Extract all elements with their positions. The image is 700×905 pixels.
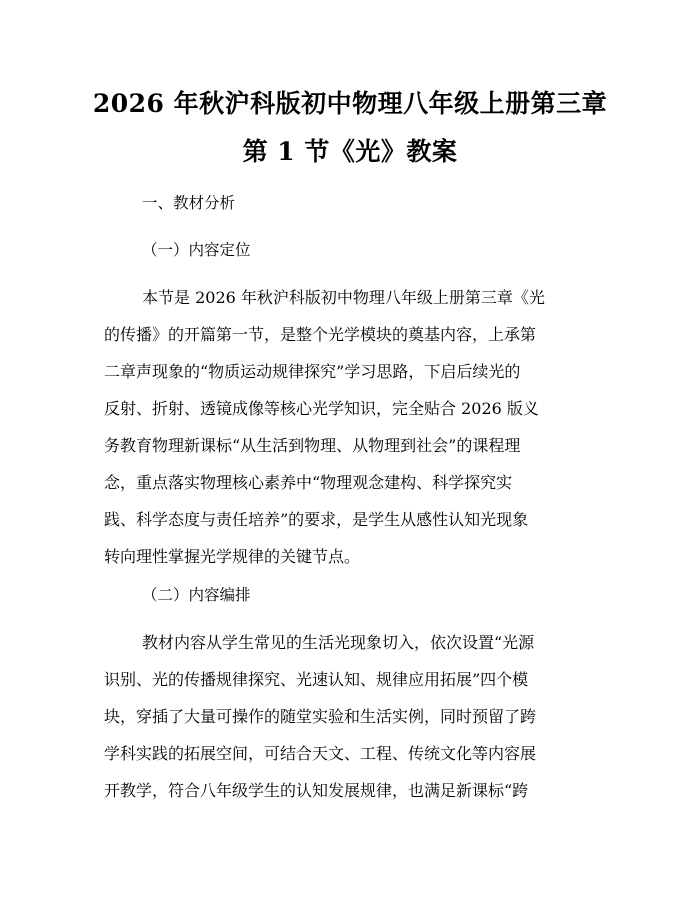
paragraph-line: 念，重点落实物理核心素养中“物理观念建构、科学探究实 (104, 473, 513, 492)
paragraph-line: 学科实践的拓展空间，可结合天文、工程、传统文化等内容展 (104, 744, 537, 763)
document-title-line-1: 2026 年秋沪科版初中物理八年级上册第三章 (92, 89, 608, 118)
paragraph-line: 块，穿插了大量可操作的随堂实验和生活实例，同时预留了跨 (104, 707, 537, 726)
subsection-heading-positioning: （一）内容定位 (142, 241, 251, 259)
paragraph-line: 反射、折射、透镜成像等核心光学知识，完全贴合 2026 版义 (104, 399, 539, 418)
paragraph-line: 务教育物理新课标“从生活到物理、从物理到社会”的课程理 (104, 436, 521, 455)
paragraph-positioning (104, 285, 602, 565)
subsection-heading-arrangement: （二）内容编排 (142, 586, 251, 604)
paragraph-line: 转向理性掌握光学规律的关键节点。 (104, 547, 361, 566)
document-title-line-2: 第 1 节《光》教案 (242, 137, 458, 166)
section-heading-analysis: 一、教材分析 (142, 194, 236, 212)
paragraph-line: 的传播》的开篇第一节，是整个光学模块的奠基内容，上承第 (104, 325, 537, 344)
paragraph-line: 践、科学态度与责任培养”的要求，是学生从感性认知光现象 (104, 510, 529, 529)
paragraph-line: 识别、光的传播规律探究、光速认知、规律应用拓展”四个模 (104, 670, 529, 689)
paragraph-arrangement (104, 630, 602, 820)
paragraph-line: 开教学，符合八年级学生的认知发展规律，也满足新课标“跨 (104, 781, 529, 800)
paragraph-line: 本节是 2026 年秋沪科版初中物理八年级上册第三章《光 (142, 288, 545, 307)
paragraph-line: 教材内容从学生常见的生活光现象切入，依次设置“光源 (142, 633, 535, 652)
paragraph-line: 二章声现象的“物质运动规律探究”学习思路，下启后续光的 (104, 362, 521, 381)
